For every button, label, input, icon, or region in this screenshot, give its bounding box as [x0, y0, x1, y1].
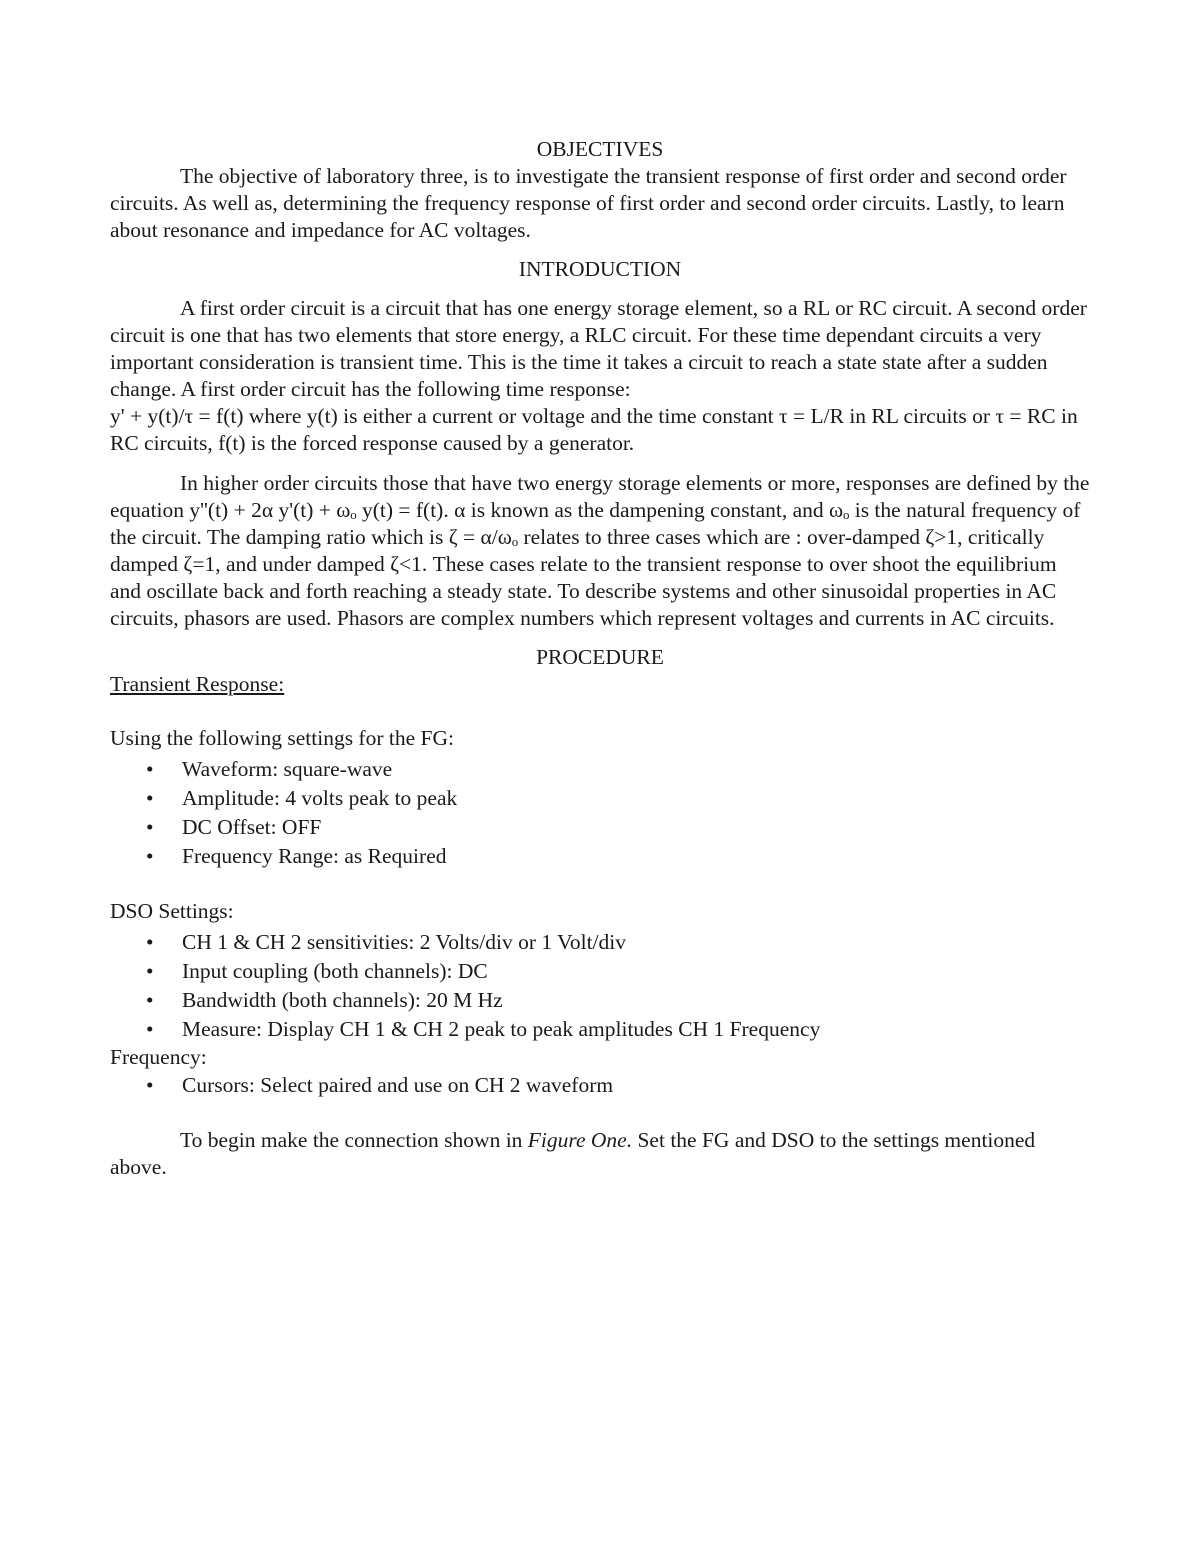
- frequency-label: Frequency:: [110, 1045, 207, 1069]
- list-item-text: Cursors: Select paired and use on CH 2 waveform: [182, 1073, 614, 1097]
- list-item: [146, 986, 1090, 1015]
- bullet-icon: •: [146, 1017, 154, 1041]
- bullet-icon: •: [146, 930, 154, 954]
- closing-text-after: Set the FG and DSO to the settings mentioned above.: [110, 1128, 1036, 1179]
- list-item-text: DC Offset: OFF: [182, 815, 322, 839]
- introduction-heading: INTRODUCTION: [518, 257, 682, 281]
- list-item-text: Input coupling (both channels): DC: [182, 959, 488, 983]
- list-item: [146, 1015, 1090, 1044]
- bullet-icon: •: [146, 988, 154, 1012]
- list-item: [146, 928, 1090, 957]
- introduction-equation-line: y' + y(t)/τ = f(t) where y(t) is either a current or voltage and the time constant τ = L/R in RL circuits or τ = RC in RC circuits, f(t) is the forced response caused by a generator.: [110, 404, 1078, 455]
- objectives-heading: OBJECTIVES: [536, 137, 664, 161]
- list-item-text: Amplitude: 4 volts peak to peak: [182, 786, 458, 810]
- transient-response-subheading: Transient Response:: [110, 672, 285, 696]
- bullet-icon: •: [146, 757, 154, 781]
- list-item-text: Measure: Display CH 1 & CH 2 peak to peak amplitudes CH 1 Frequency: [182, 1017, 821, 1041]
- dso-settings-list: [110, 928, 1090, 1044]
- procedure-heading: PROCEDURE: [536, 645, 664, 669]
- fg-settings-intro: Using the following settings for the FG:: [110, 726, 454, 750]
- bullet-icon: •: [146, 786, 154, 810]
- list-item: [146, 1071, 1090, 1100]
- list-item: [146, 813, 1090, 842]
- introduction-paragraph-2: In higher order circuits those that have two energy storage elements or more, responses are defined by the equation y''(t) + 2α y'(t) + ωₒ y(t) = f(t). α is known as the dampening constant, and ωₒ is the natural frequency of the circuit. The damping ratio which is ζ = α/ωₒ relates to three cases which are : over-damped ζ>1, critically damped ζ=1, and under damped ζ<1. These cases relate to the transient response to over shoot the equilibrium and oscillate back and forth reaching a steady state. To describe systems and other sinusoidal properties in AC circuits, phasors are used. Phasors are complex numbers which represent voltages and currents in AC circuits.: [110, 471, 1090, 630]
- bullet-icon: •: [146, 844, 154, 868]
- frequency-settings-list: [110, 1071, 1090, 1100]
- bullet-icon: •: [146, 959, 154, 983]
- fg-settings-list: [110, 755, 1090, 871]
- bullet-icon: •: [146, 1073, 154, 1097]
- list-item-text: CH 1 & CH 2 sensitivities: 2 Volts/div or 1 Volt/div: [182, 930, 627, 954]
- list-item: [146, 755, 1090, 784]
- dso-settings-intro: DSO Settings:: [110, 899, 234, 923]
- list-item: [146, 784, 1090, 813]
- bullet-icon: •: [146, 815, 154, 839]
- objectives-paragraph: The objective of laboratory three, is to investigate the transient response of first order and second order circuits. As well as, determining the frequency response of first order and second order circuits. Lastly, to learn about resonance and impedance for AC voltages.: [110, 164, 1067, 242]
- closing-text-before: To begin make the connection shown in: [180, 1128, 528, 1152]
- list-item-text: Waveform: square-wave: [182, 757, 393, 781]
- closing-paragraph: [110, 1127, 1090, 1181]
- figure-reference: Figure One.: [527, 1128, 633, 1152]
- list-item-text: Frequency Range: as Required: [182, 844, 447, 868]
- list-item-text: Bandwidth (both channels): 20 M Hz: [182, 988, 503, 1012]
- introduction-paragraph-1: A first order circuit is a circuit that has one energy storage element, so a RL or RC circuit. A second order circuit is one that has two elements that store energy, a RLC circuit. For these time dependant circuits a very important consideration is transient time. This is the time it takes a circuit to reach a state state after a sudden change. A first order circuit has the following time response:: [110, 296, 1087, 401]
- list-item: [146, 842, 1090, 871]
- list-item: [146, 957, 1090, 986]
